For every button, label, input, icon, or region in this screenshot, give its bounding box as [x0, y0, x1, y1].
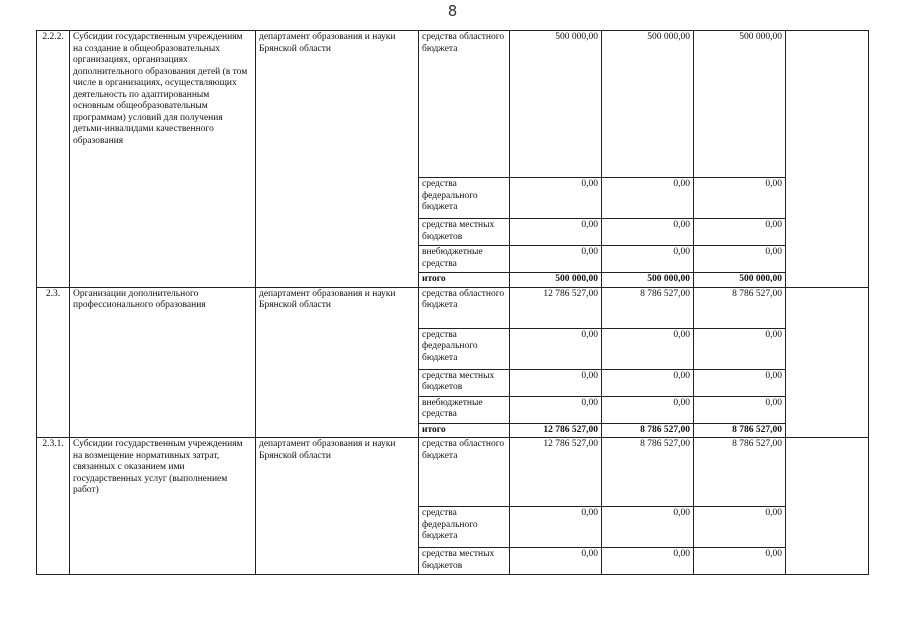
amount-year-3: 0,00: [694, 178, 786, 219]
amount-year-1: 12 786 527,00: [510, 287, 602, 328]
table-row: [37, 438, 869, 507]
amount-year-2: 500 000,00: [602, 273, 694, 288]
amount-year-1: 0,00: [510, 369, 602, 396]
executor: департамент образования и науки Брянской области: [256, 438, 419, 575]
amount-year-3: 0,00: [694, 219, 786, 246]
amount-year-2: 0,00: [602, 219, 694, 246]
amount-year-3: 500 000,00: [694, 273, 786, 288]
funding-source: средства федерального бюджета: [419, 178, 510, 219]
amount-year-1: 12 786 527,00: [510, 438, 602, 507]
amount-year-1: 0,00: [510, 219, 602, 246]
funding-source-total: итого: [419, 423, 510, 438]
amount-year-1: 0,00: [510, 507, 602, 548]
amount-year-3: 500 000,00: [694, 31, 786, 178]
amount-year-2: 0,00: [602, 507, 694, 548]
amount-year-2: 0,00: [602, 369, 694, 396]
amount-year-2: 8 786 527,00: [602, 287, 694, 328]
amount-year-3: 8 786 527,00: [694, 423, 786, 438]
budget-table: [36, 30, 869, 575]
row-number: 2.3.: [37, 287, 70, 438]
executor: департамент образования и науки Брянской области: [256, 287, 419, 438]
amount-year-2: 500 000,00: [602, 31, 694, 178]
blank-cell: [786, 438, 869, 575]
funding-source: средства федерального бюджета: [419, 328, 510, 369]
amount-year-2: 0,00: [602, 548, 694, 575]
blank-cell: [786, 31, 869, 288]
event-name: Организации дополнительного профессионального образования: [70, 287, 256, 438]
funding-source: внебюджетные средства: [419, 246, 510, 273]
funding-source: средства местных бюджетов: [419, 369, 510, 396]
funding-source: средства областного бюджета: [419, 31, 510, 178]
amount-year-1: 0,00: [510, 548, 602, 575]
amount-year-2: 0,00: [602, 328, 694, 369]
amount-year-2: 0,00: [602, 396, 694, 423]
amount-year-1: 0,00: [510, 178, 602, 219]
funding-source: средства областного бюджета: [419, 438, 510, 507]
amount-year-3: 8 786 527,00: [694, 438, 786, 507]
amount-year-2: 0,00: [602, 246, 694, 273]
amount-year-1: 500 000,00: [510, 273, 602, 288]
amount-year-3: 0,00: [694, 507, 786, 548]
table-row: [37, 287, 869, 328]
funding-source: средства местных бюджетов: [419, 219, 510, 246]
funding-source: средства федерального бюджета: [419, 507, 510, 548]
amount-year-3: 0,00: [694, 548, 786, 575]
page-number: 8: [447, 2, 458, 20]
amount-year-3: 0,00: [694, 328, 786, 369]
funding-source: средства областного бюджета: [419, 287, 510, 328]
funding-source-total: итого: [419, 273, 510, 288]
amount-year-1: 12 786 527,00: [510, 423, 602, 438]
amount-year-1: 500 000,00: [510, 31, 602, 178]
amount-year-3: 0,00: [694, 369, 786, 396]
amount-year-1: 0,00: [510, 396, 602, 423]
amount-year-1: 0,00: [510, 246, 602, 273]
blank-cell: [786, 287, 869, 438]
table-row: [37, 31, 869, 178]
event-name: Субсидии государственным учреждениям на возмещение нормативных затрат, связанных с оказанием ими государственных услуг (выполнением работ): [70, 438, 256, 575]
amount-year-2: 8 786 527,00: [602, 423, 694, 438]
amount-year-3: 0,00: [694, 396, 786, 423]
amount-year-2: 8 786 527,00: [602, 438, 694, 507]
executor: департамент образования и науки Брянской области: [256, 31, 419, 288]
funding-source: внебюджетные средства: [419, 396, 510, 423]
amount-year-3: 8 786 527,00: [694, 287, 786, 328]
row-number: 2.2.2.: [37, 31, 70, 288]
amount-year-2: 0,00: [602, 178, 694, 219]
row-number: 2.3.1.: [37, 438, 70, 575]
amount-year-3: 0,00: [694, 246, 786, 273]
amount-year-1: 0,00: [510, 328, 602, 369]
event-name: Субсидии государственным учреждениям на создание в общеобразовательных организациях, организациях дополнительного образования детей (в том числе в организациях, осуществляющих деятельность по адаптированным основным общеобразовательным программам) условий для получения детьми-инвалидами качественного образования: [70, 31, 256, 288]
funding-source: средства местных бюджетов: [419, 548, 510, 575]
